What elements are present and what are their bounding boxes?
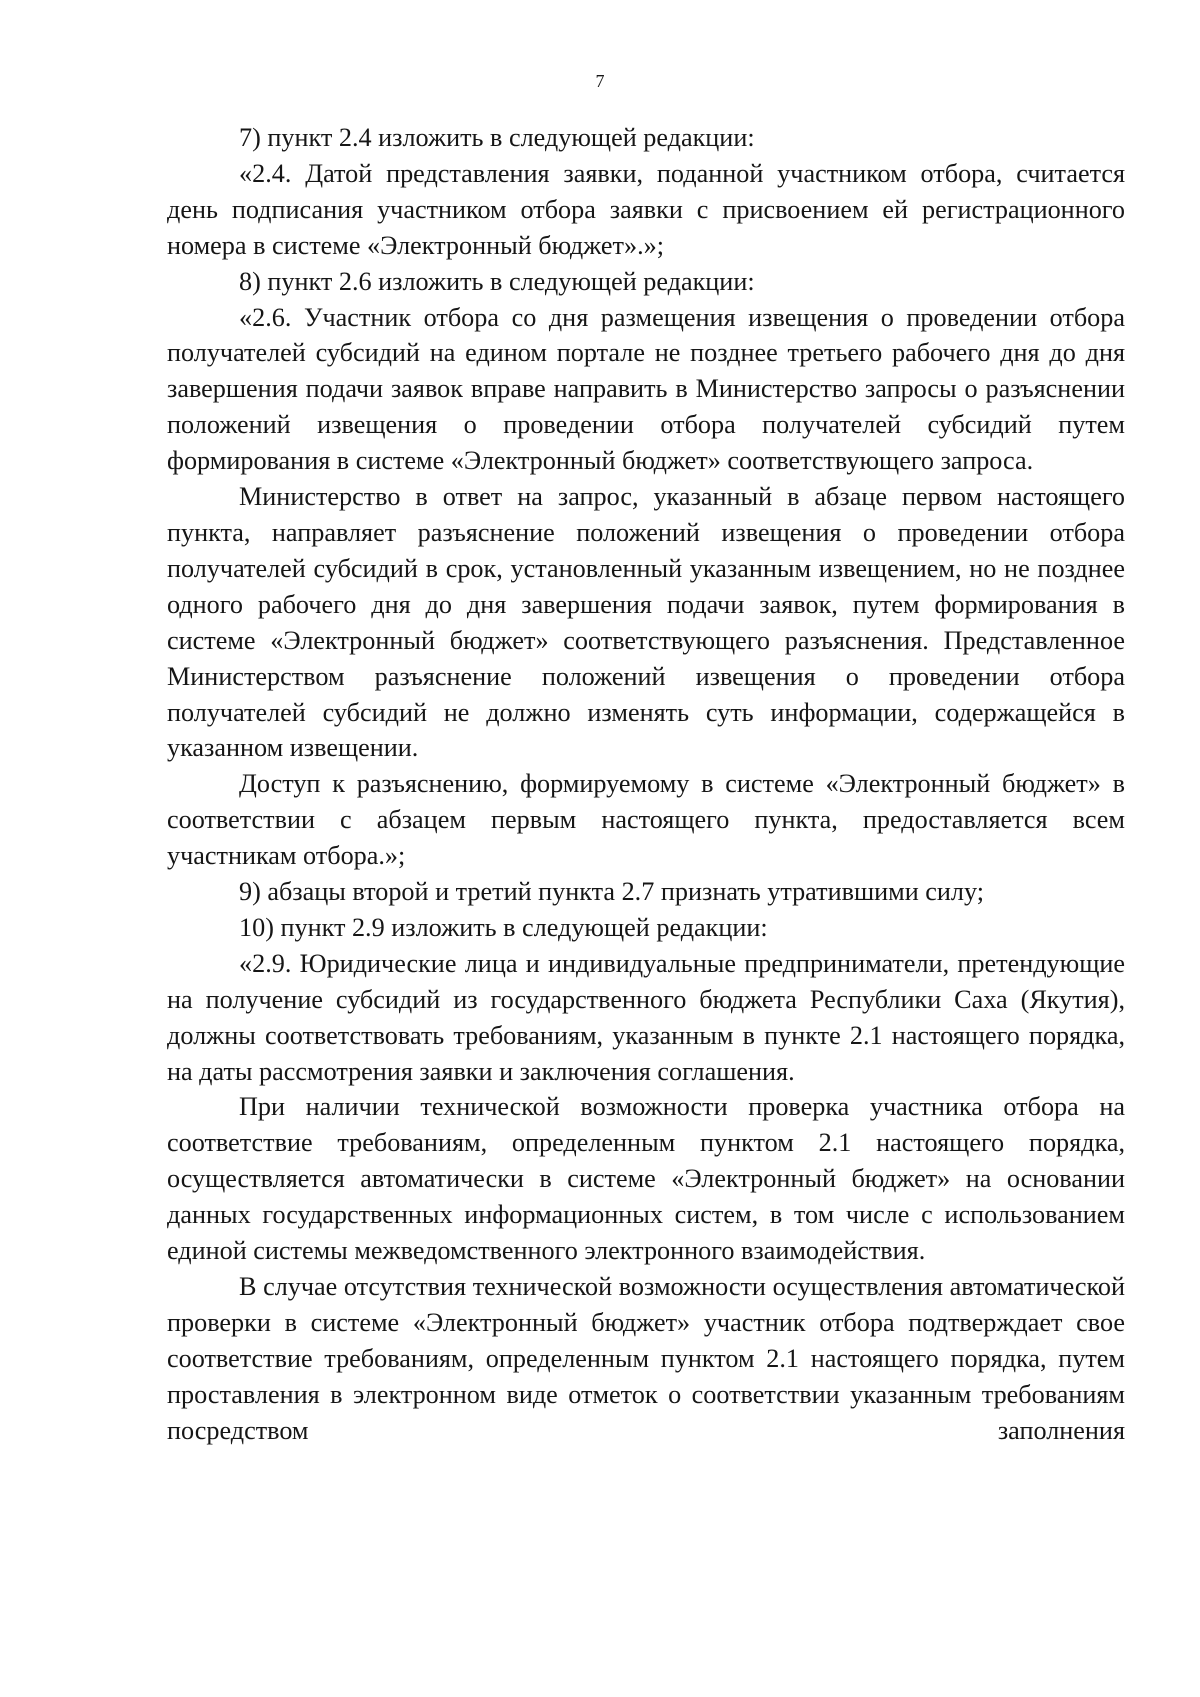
page-number: 7 [595, 71, 605, 91]
paragraph-item-7: 7) пункт 2.4 изложить в следующей редакции: [239, 123, 755, 152]
paragraph-item-9: 9) абзацы второй и третий пункта 2.7 признать утратившими силу; [239, 877, 984, 907]
paragraph-point-2-9-text: «2.9. Юридические лица и индивидуальные предприниматели, претендующие на получение субсидий из государственного бюджета Республики Саха (Якутия), должны соответствовать требованиям, указанным в пункте 2.1 настоящего порядка, на даты рассмотрения заявки и заключения соглашения. [167, 948, 1125, 1086]
paragraph-point-2-4-text: «2.4. Датой представления заявки, поданной участником отбора, считается день подписания участником отбора заявки с присвоением ей регистрационного номера в системе «Электронный бюджет».»; [167, 158, 1125, 260]
paragraph-item-10: 10) пункт 2.9 изложить в следующей редакции: [239, 912, 768, 942]
paragraph-point-2-6-text: «2.6. Участник отбора со дня размещения извещения о проведении отбора получателей субсидий на едином портале не позднее третьего рабочего дня до дня завершения подачи заявок вправе направить в Министерство запросы о разъяснении положений извещения о проведении отбора получателей субсидий путем формирования в системе «Электронный бюджет» соответствующего запроса. [167, 302, 1125, 476]
paragraph-access-to-clarification: Доступ к разъяснению, формируемому в системе «Электронный бюджет» в соответствии с абзацем первым настоящего пункта, предоставляется всем участникам отбора.»; [167, 769, 1125, 871]
document-body [167, 120, 1125, 1449]
paragraph-ministry-response: Министерство в ответ на запрос, указанный в абзаце первом настоящего пункта, направляет разъяснение положений извещения о проведении отбора получателей субсидий в срок, установленный указанным извещением, но не позднее одного рабочего дня до дня завершения подачи заявок, путем формирования в системе «Электронный бюджет» соответствующего разъяснения. Представленное Министерством разъяснение положений извещения о проведении отбора получателей субсидий не должно изменять суть информации, содержащейся в указанном извещении. [167, 482, 1125, 763]
paragraph-automatic-check: При наличии технической возможности проверка участника отбора на соответствие требованиям, определенным пунктом 2.1 настоящего порядка, осуществляется автоматически в системе «Электронный бюджет» на основании данных государственных информационных систем, в том числе с использованием единой системы межведомственного электронного взаимодействия. [167, 1092, 1125, 1266]
paragraph-item-8: 8) пункт 2.6 изложить в следующей редакции: [239, 266, 755, 296]
paragraph-manual-confirmation: В случае отсутствия технической возможности осуществления автоматической проверки в системе «Электронный бюджет» участник отбора подтверждает свое соответствие требованиям, определенным пунктом 2.1 настоящего порядка, путем проставления в электронном виде отметок о соответствии указанным требованиям посредством заполнения [167, 1272, 1125, 1445]
